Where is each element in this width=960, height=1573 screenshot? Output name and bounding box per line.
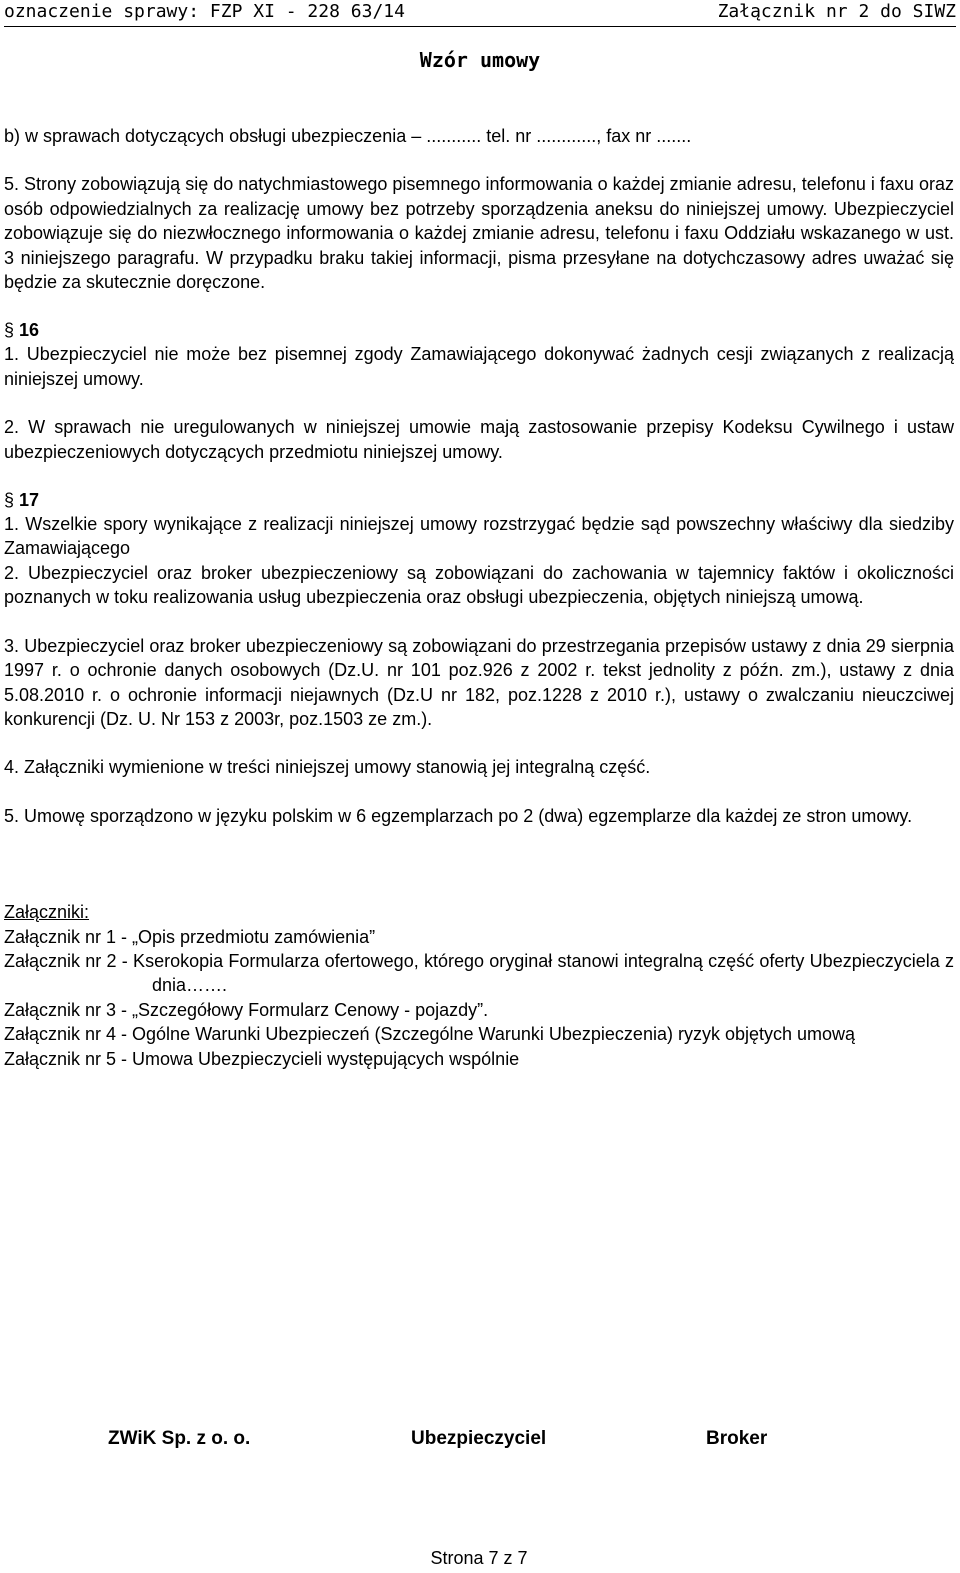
page-number: Strona 7 z 7 [430,1548,528,1568]
signature-party-insurer: Ubezpieczyciel [411,1428,547,1449]
paragraph-b: b) w sprawach dotyczących obsługi ubezpieczenia – ........... tel. nr ............, fax nr ....... [4,126,692,146]
attachment-item: Załącznik nr 5 - Umowa Ubezpieczycieli występujących wspólnie [4,1048,520,1069]
section-mark: § [4,320,15,341]
paragraph-16-2: 2. W sprawach nie uregulowanych w niniejszej umowie mają zastosowanie przepisy Kodeksu Cywilnego i ustaw ubezpieczeniowych dotyczących przedmiotu niniejszej umowy. [4,417,954,462]
paragraph-17-5: 5. Umowę sporządzono w języku polskim w 6 egzemplarzach po 2 (dwa) egzemplarze dla każdej ze stron umowy. [4,805,913,826]
signature-party-broker: Broker [706,1428,768,1449]
document-body [4,124,954,1071]
page-header [4,0,956,27]
document-title: Wzór umowy [419,48,541,72]
paragraph-17-1: 1. Wszelkie spory wynikające z realizacji niniejszej umowy rozstrzygać będzie sąd powszechny właściwy dla siedziby Zamawiającego [4,514,954,559]
section-number: 17 [19,490,40,511]
attachment-item: Załącznik nr 1 - „Opis przedmiotu zamówienia” [4,926,376,947]
page-footer [0,1548,960,1569]
section-number: 16 [19,320,40,341]
paragraph-17-2: 2. Ubezpieczyciel oraz broker ubezpieczeniowy są zobowiązani do zachowania w tajemnicy faktów i okoliczności poznanych w toku realizowania usług ubezpieczenia oraz obsługi ubezpieczenia, objętych niniejszą umową. [4,562,954,608]
paragraph-5: 5. Strony zobowiązują się do natychmiastowego pisemnego informowania o każdej zmianie adresu, telefonu i faxu oraz osób odpowiedzialnych za realizację umowy bez potrzeby sporządzenia aneksu do niniejszej umowy. Ubezpieczyciel zobowiązuje się do niezwłocznego informowania o każdej zmianie adresu, telefonu i faxu Oddziału wskazanego w ust. 3 niniejszego paragrafu. W przypadku braku takiej informacji, pisma przesyłane na dotychczasowy adres uważać się będzie za skutecznie doręczone. [4,174,954,293]
paragraph-17-4: 4. Załączniki wymienione w treści niniejszej umowy stanowią jej integralną część. [4,757,651,778]
case-reference: oznaczenie sprawy: FZP XI - 228 63/14 [4,1,405,22]
attachments-heading: Załączniki: [4,902,90,923]
signature-block [0,1428,960,1452]
section-17-heading [4,488,954,512]
attachment-item: Załącznik nr 3 - „Szczegółowy Formularz Cenowy - pojazdy”. [4,999,489,1020]
paragraph-17-3: 3. Ubezpieczyciel oraz broker ubezpieczeniowy są zobowiązani do przestrzegania przepisów ustawy z dnia 29 sierpnia 1997 r. o ochronie danych osobowych (Dz.U. nr 101 poz.926 z 2002 r. tekst jednolity z późn. zm.), ustawy z dnia 5.08.2010 r. o ochronie informacji niejawnych (Dz.U nr 182, poz.1228 z 2010 r.), ustawy o zwalczaniu nieuczciwej konkurencji (Dz. U. Nr 153 z 2003r, poz.1503 ze zm.). [4,635,954,729]
attachment-item: Załącznik nr 2 - Kserokopia Formularza ofertowego, którego oryginał stanowi integralną część oferty Ubezpieczyciela z dnia……. [4,950,954,996]
paragraph-16-1: 1. Ubezpieczyciel nie może bez pisemnej zgody Zamawiającego dokonywać żadnych cesji związanych z realizacją niniejszej umowy. [4,344,954,389]
signature-party-zwik: ZWiK Sp. z o. o. [108,1428,251,1449]
section-16-heading [4,318,954,342]
attachment-reference: Załącznik nr 2 do SIWZ [717,1,956,22]
section-mark: § [4,490,15,511]
attachment-item: Załącznik nr 4 - Ogólne Warunki Ubezpieczeń (Szczególne Warunki Ubezpieczenia) ryzyk objętych umową [4,1024,856,1045]
